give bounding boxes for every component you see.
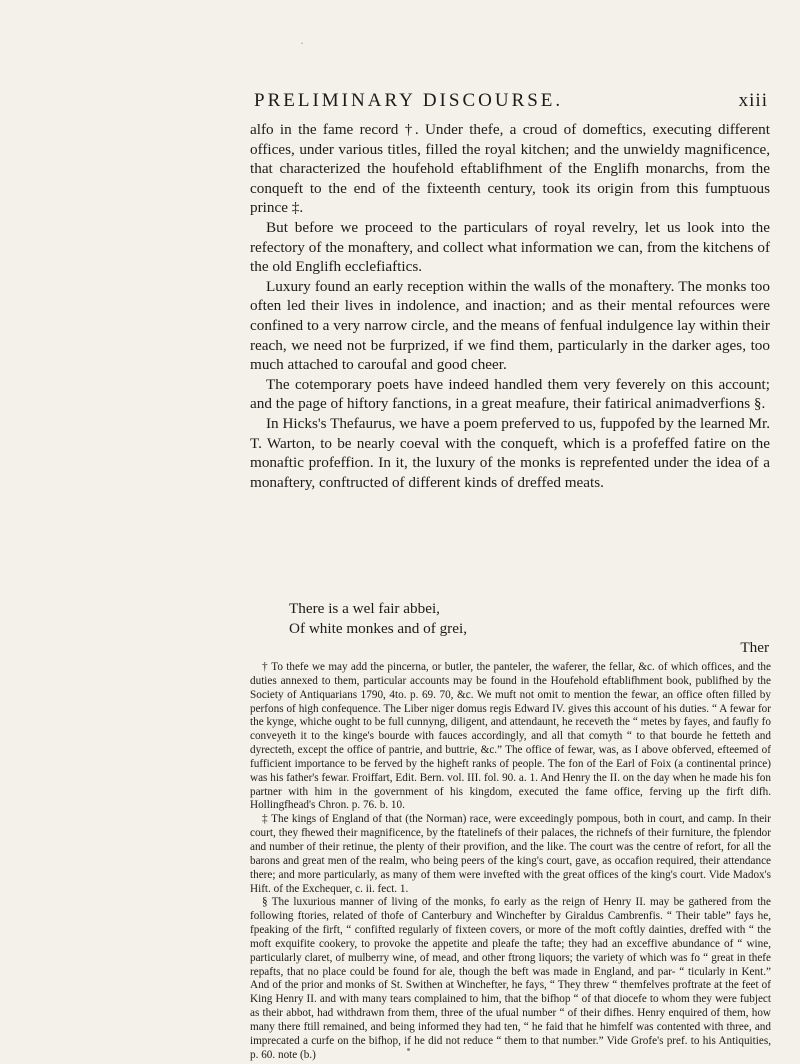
footnote-double-dagger: ‡ The kings of England of that (the Norman) race, were exceedingly pompous, both in court, and camp. In their court, they fhewed their magnificence, by the ftatelinefs of their palaces, the richnefs of their furniture, the fplendor and number of their retinue, the plenty of their provifion, and the like. The court was the centre of refort, for all the barons and great men of the realm, who being peers of the king's court, gave, as occafion required, their attendance there; and more particularly, as many of them were invefted with the great offices of the king's court. Vide Madox's Hift. of the Exchequer, c. ii. fect. 1. [250, 813, 771, 895]
verse-line: There is a wel fair abbei, [289, 600, 440, 617]
footnote-section: § The luxurious manner of living of the monks, fo early as the reign of Henry II. may be gathered from the following ftories, related of thofe of Canterbury and Winchefter by Giraldus Cambrenfis. “ Their table” fays he, fpeaking of the firft, “ confifted regularly of fixteen covers, or more of the moft coftly dainties, dreffed with “ the moft exquifite cookery, to provoke the appetite and pleafe the tafte; they had an exceffive abundance of “ wine, particularly claret, of mulberry wine, of mead, and other ftrong liquors; the variety of which was fo “ great in thefe repafts, that no place could be found for ale, though the beft was made in England, and par- “ ticularly in Kent.” And of the prior and monks of St. Swithen at Winchefter, he fays, “ They threw “ themfelves proftrate at the feet of King Henry II. and with many tears complained to him, that the bifhop “ of that diocefe to whom they were fubject as their abbot, had withdrawn from them, three of the ufual number “ of their difhes. Henry enquired of them, how many there ftill remained, and being informed they had ten, “ he faid that he himfelf was contented with three, and imprecated a curfe on the bifhop, if he did not reduce “ them to that number.” Vide Grofe's pref. to his Antiquities, p. 60. note (b.) [250, 896, 771, 1061]
page-smudge: · [300, 36, 304, 50]
paragraph: The cotemporary poets have indeed handled them very feverely on this account; and the page of hiftory fanctions, in a great meafure, their fatirical animadverfions §. [250, 375, 770, 413]
footnotes [250, 661, 771, 1062]
page-number: xiii [738, 90, 768, 111]
running-header [254, 90, 774, 112]
paragraph: In Hicks's Thefaurus, we have a poem preferved to us, fuppofed by the learned Mr. T. Warton, to be nearly coeval with the conqueft, which is a profeffed fatire on the monaftic profeffion. In it, the luxury of the monks is reprefented under the idea of a monaftery, conftructed of different kinds of dreffed meats. [250, 414, 770, 491]
verse-line: Of white monkes and of grei, [289, 619, 467, 637]
page-speck [407, 1048, 410, 1051]
paragraph: Luxury found an early reception within the walls of the monaftery. The monks too often led their lives in indolence, and inaction; and as their mental refources were confined to a very narrow circle, and the means of fenfual indulgence lay within their reach, we need not be furprized, if we find them, particularly in the darker ages, too much attached to caroufal and good cheer. [250, 277, 770, 374]
main-text [250, 120, 770, 492]
paragraph: But before we proceed to the particulars of royal revelry, let us look into the refectory of the monaftery, and collect what information we can, from the kitchens of the old Englifh ecclefiaftics. [250, 218, 770, 276]
catchword: Ther [740, 639, 769, 657]
verse-quote [289, 599, 769, 658]
paragraph: alfo in the fame record †. Under thefe, a croud of domeftics, executing different offices, under various titles, filled the royal kitchen; and the unwieldy magnificence, that characterized the houfehold eftablifhment of the Englifh monarchs, from the conqueft to the end of the fixteenth century, took its origin from this fumptuous prince ‡. [250, 121, 770, 217]
footnote-dagger: † To thefe we may add the pincerna, or butler, the panteler, the waferer, the fellar, &c. of which offices, and the duties annexed to them, particular accounts may be found in the Houfehold eftablifhment book, publifhed by the Society of Antiquarians 1790, 4to. p. 69. 70, &c. We muft not omit to mention the fewar, an office often filled by perfons of high confequence. The Liber niger domus regis Edward IV. gives this account of his duties. “ A fewar for the kynge, whiche ought to be full cunnyng, diligent, and attendaunt, he receveth the “ metes by fayes, and faufly fo conveyeth it to the kinge's bourde with fauces accordingly, and all that comyth “ to that bourde he fetteth and dyrecteth, except the office of pantrie, and buttrie, &c.” The office of fewar, was, as I above obferved, efteemed of fufficient importance to be ferved by the higheft ranks of people. The fon of the Earl of Foix (a continental prince) was his father's fewar. Froiffart, Edit. Bern. vol. III. fol. 90. a. 1. And Henry the II. on the day when he made his fon partner with him in the government of his kingdom, executed the fame office, ferving up the firft difh. Hollingfhead's Chron. p. 76. b. 10. [250, 661, 771, 812]
header-title: PRELIMINARY DISCOURSE. [254, 90, 564, 111]
